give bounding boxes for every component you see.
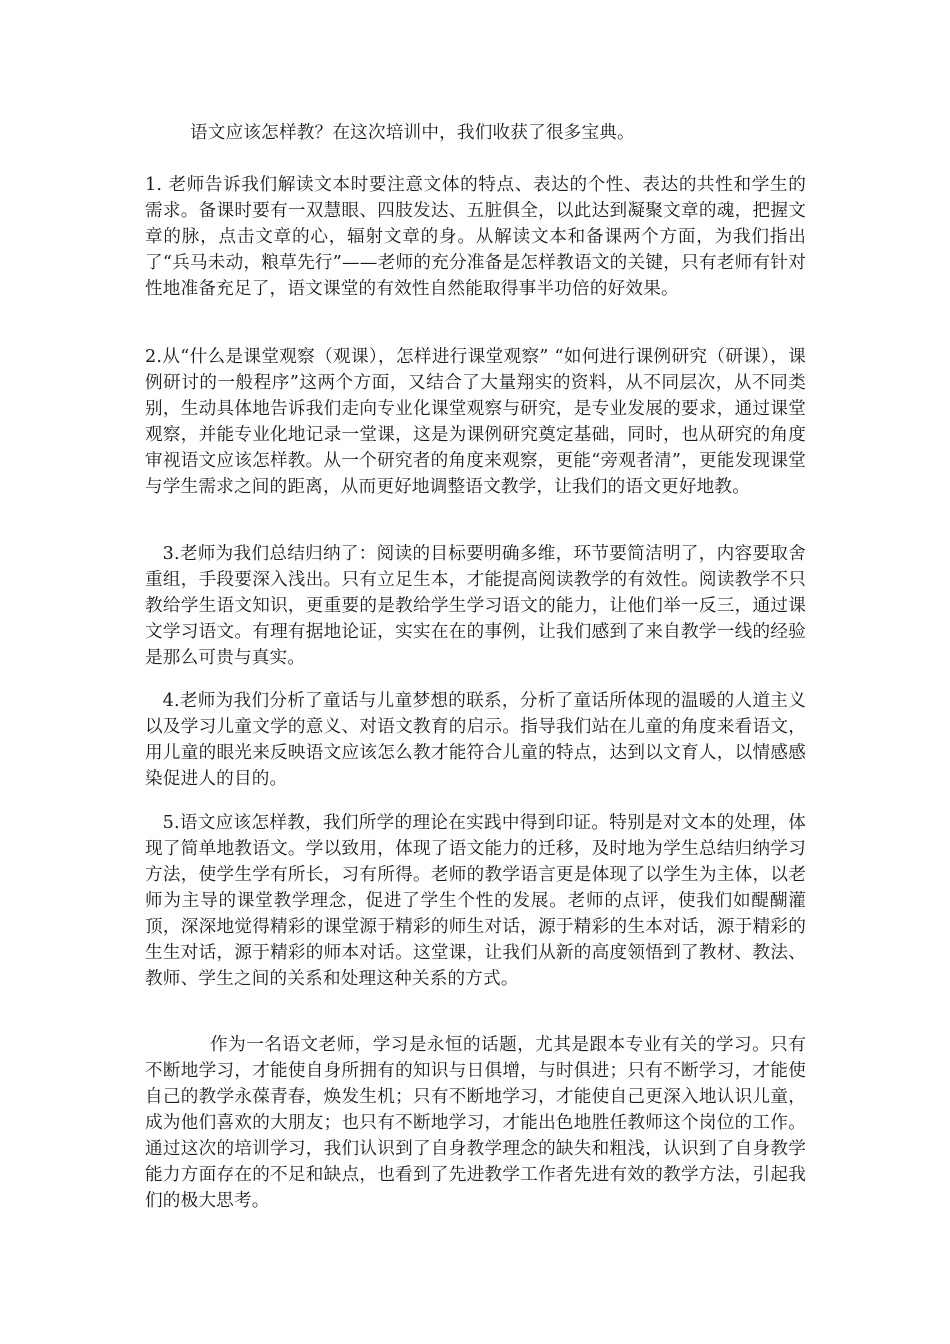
- paragraph-2: 2.从“什么是课堂观察（观课），怎样进行课堂观察” “如何进行课例研究（研课），课例研讨的一般程序”这两个方面，又结合了大量翔实的资料，从不同层次，从不同类别，生动具体地告诉我们走向专业化课堂观察与研究，是专业发展的要求，通过课堂观察，并能专业化地记录一堂课，这是为课例研究奠定基础，同时，也从研究的角度审视语文应该怎样教。从一个研究者的角度来观察，更能“旁观者清”，更能发现课堂与学生需求之间的距离，从而更好地调整语文教学，让我们的语文更好地教。: [145, 347, 806, 497]
- paragraph-1: 1. 老师告诉我们解读文本时要注意文体的特点、表达的个性、表达的共性和学生的需求。备课时要有一双慧眼、四肢发达、五脏俱全，以此达到凝聚文章的魂，把握文章的脉，点击文章的心，辐射文章的身。从解读文本和备课两个方面，为我们指出了“兵马未动，粮草先行”——老师的充分准备是怎样教语文的关键，只有老师有针对性地准备充足了，语文课堂的有效性自然能取得事半功倍的好效果。: [145, 175, 806, 299]
- paragraph-4: 4.老师为我们分析了童话与儿童梦想的联系，分析了童话所体现的温暖的人道主义以及学习儿童文学的意义、对语文教育的启示。指导我们站在儿童的角度来看语文，用儿童的眼光来反映语文应该怎么教才能符合儿童的特点，达到以文育人，以情感感染促进人的目的。: [145, 691, 806, 789]
- paragraph-3: 3.老师为我们总结归纳了：阅读的目标要明确多维，环节要简洁明了，内容要取舍重组，手段要深入浅出。只有立足生本，才能提高阅读教学的有效性。阅读教学不只教给学生语文知识，更重要的是教给学生学习语文的能力，让他们举一反三，通过课文学习语文。有理有据地论证，实实在在的事例，让我们感到了来自教学一线的经验是那么可贵与真实。: [145, 544, 806, 668]
- paragraph-conclusion: 作为一名语文老师，学习是永恒的话题，尤其是跟本专业有关的学习。只有不断地学习，才能使自身所拥有的知识与日俱增，与时俱进；只有不断学习，才能使自己的教学永葆青春，焕发生机；只有不断地学习，才能使自己更深入地认识儿童，成为他们喜欢的大朋友；也只有不断地学习，才能出色地胜任教师这个岗位的工作。通过这次的培训学习，我们认识到了自身教学理念的缺失和粗浅，认识到了自身教学能力方面存在的不足和缺点，也看到了先进教学工作者先进有效的教学方法，引起我们的极大思考。: [145, 1035, 806, 1211]
- paragraph-5: 5.语文应该怎样教，我们所学的理论在实践中得到印证。特别是对文本的处理，体现了简单地教语文。学以致用，体现了语文能力的迁移，及时地为学生总结归纳学习方法，使学生学有所长，习有所得。老师的教学语言更是体现了以学生为主体，以老师为主导的课堂教学理念，促进了学生个性的发展。老师的点评，使我们如醍醐灌顶，深深地觉得精彩的课堂源于精彩的师生对话，源于精彩的生本对话，源于精彩的生生对话，源于精彩的师本对话。这堂课，让我们从新的高度领悟到了教材、教法、教师、学生之间的关系和处理这种关系的方式。: [145, 813, 806, 989]
- intro-paragraph: 语文应该怎样教？在这次培训中，我们收获了很多宝典。: [190, 123, 635, 143]
